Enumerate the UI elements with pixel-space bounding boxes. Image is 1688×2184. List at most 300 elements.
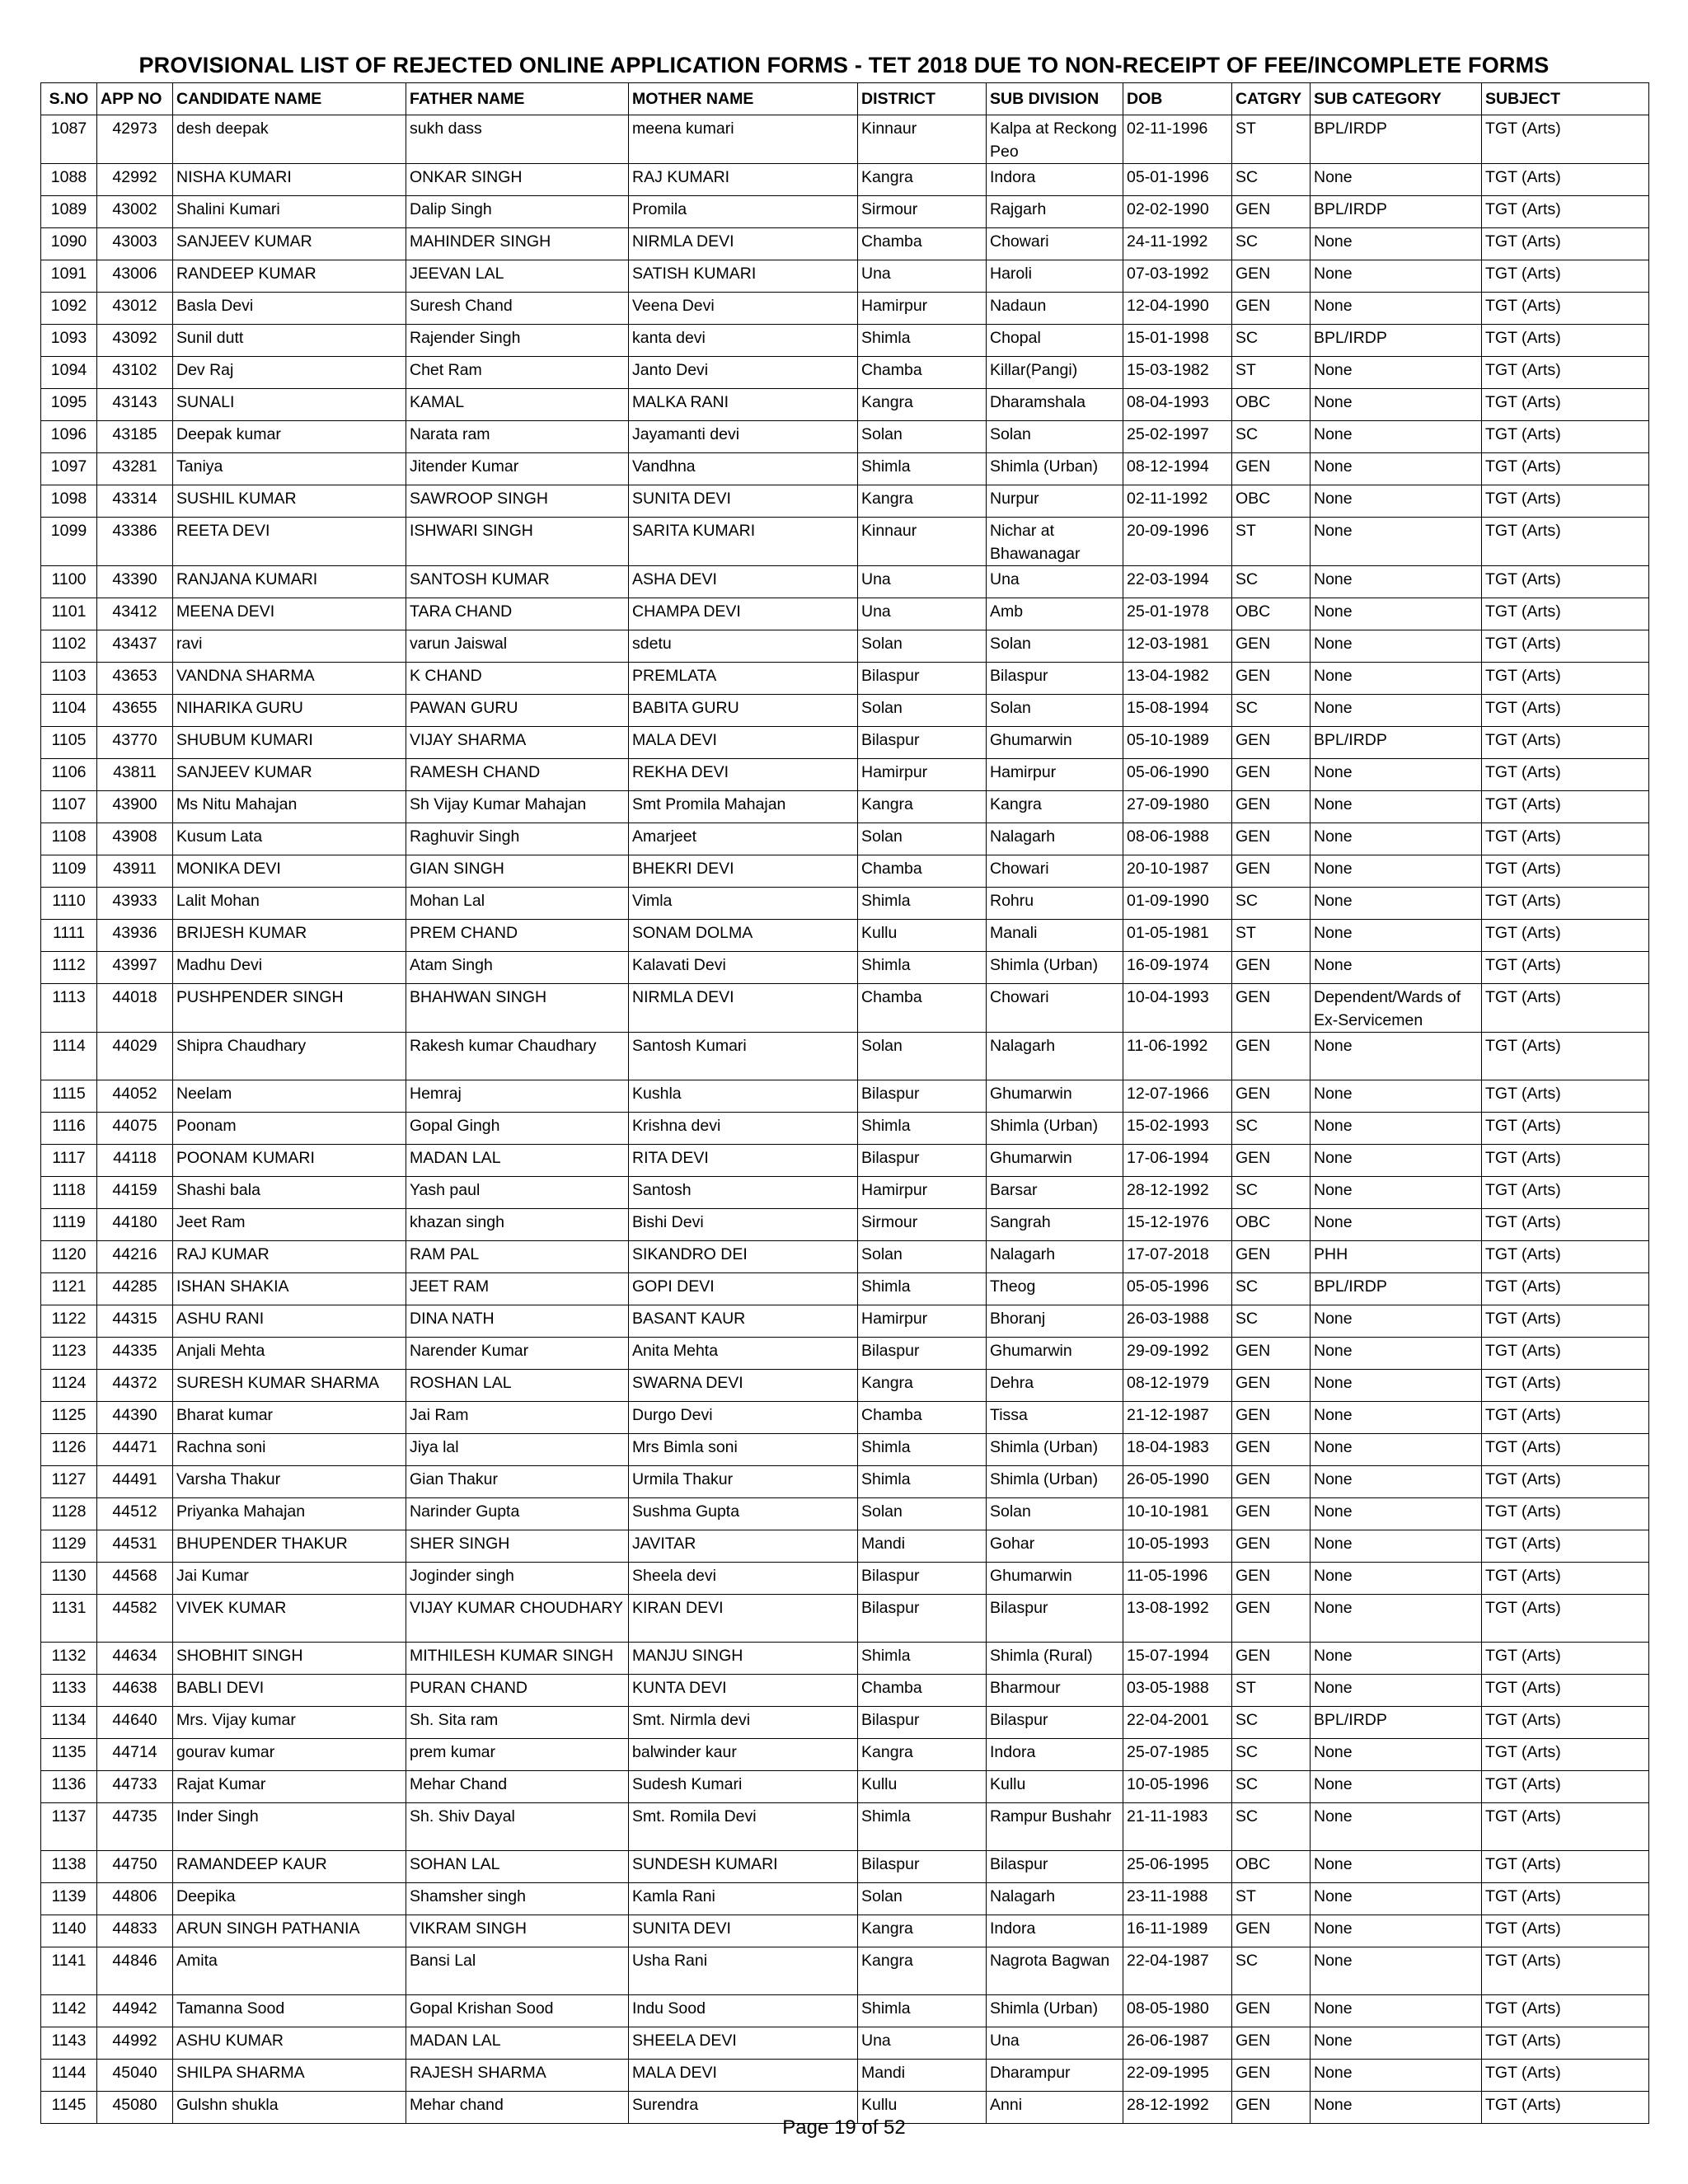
cell-mother-name: SONAM DOLMA: [629, 920, 858, 952]
cell-candidate-name: Gulshn shukla: [173, 2092, 406, 2124]
cell-sub-division: Bharmour: [987, 1675, 1123, 1707]
cell-father-name: Joginder singh: [406, 1563, 629, 1595]
cell-app-no: 43653: [97, 663, 173, 695]
cell-app-no: 44833: [97, 1915, 173, 1947]
cell-candidate-name: NISHA KUMARI: [173, 164, 406, 196]
cell-subject: TGT (Arts): [1482, 984, 1649, 1033]
cell-app-no: 45080: [97, 2092, 173, 2124]
cell-district: Kangra: [858, 389, 987, 421]
cell-mother-name: Krishna devi: [629, 1113, 858, 1145]
cell-district: Chamba: [858, 228, 987, 260]
table-row: [41, 1595, 1649, 1643]
cell-district: Solan: [858, 695, 987, 727]
cell-sub-category: None: [1311, 1915, 1482, 1947]
cell-sno: 1121: [41, 1273, 97, 1305]
cell-candidate-name: ravi: [173, 630, 406, 663]
cell-candidate-name: Ms Nitu Mahajan: [173, 791, 406, 823]
table-row: [41, 1033, 1649, 1080]
cell-mother-name: Usha Rani: [629, 1947, 858, 1995]
cell-district: Kangra: [858, 1370, 987, 1402]
cell-category: SC: [1232, 695, 1311, 727]
cell-sub-category: None: [1311, 389, 1482, 421]
cell-app-no: 43390: [97, 566, 173, 598]
cell-district: Solan: [858, 1033, 987, 1080]
cell-app-no: 44315: [97, 1305, 173, 1338]
cell-father-name: Mehar chand: [406, 2092, 629, 2124]
cell-sno: 1094: [41, 357, 97, 389]
cell-app-no: 44372: [97, 1370, 173, 1402]
cell-mother-name: RAJ KUMARI: [629, 164, 858, 196]
table-row: [41, 1080, 1649, 1113]
cell-sub-division: Bilaspur: [987, 1707, 1123, 1739]
cell-sno: 1134: [41, 1707, 97, 1739]
cell-sno: 1111: [41, 920, 97, 952]
cell-app-no: 44568: [97, 1563, 173, 1595]
cell-sub-category: PHH: [1311, 1241, 1482, 1273]
cell-dob: 02-02-1990: [1123, 196, 1232, 228]
rejected-applications-table: [40, 82, 1649, 2124]
cell-sub-division: Shimla (Urban): [987, 1995, 1123, 2027]
cell-candidate-name: SHUBUM KUMARI: [173, 727, 406, 759]
cell-sub-category: None: [1311, 453, 1482, 485]
cell-district: Bilaspur: [858, 1145, 987, 1177]
cell-app-no: 44733: [97, 1771, 173, 1803]
table-row: [41, 1851, 1649, 1883]
cell-sub-category: None: [1311, 228, 1482, 260]
cell-dob: 02-11-1992: [1123, 485, 1232, 518]
cell-father-name: Gopal Gingh: [406, 1113, 629, 1145]
table-row: [41, 888, 1649, 920]
cell-sub-category: None: [1311, 1177, 1482, 1209]
cell-mother-name: SATISH KUMARI: [629, 260, 858, 293]
cell-subject: TGT (Arts): [1482, 2060, 1649, 2092]
cell-category: GEN: [1232, 1434, 1311, 1466]
cell-sno: 1126: [41, 1434, 97, 1466]
cell-subject: TGT (Arts): [1482, 1771, 1649, 1803]
cell-category: GEN: [1232, 1402, 1311, 1434]
cell-subject: TGT (Arts): [1482, 663, 1649, 695]
cell-father-name: PAWAN GURU: [406, 695, 629, 727]
cell-category: GEN: [1232, 630, 1311, 663]
cell-sub-division: Una: [987, 566, 1123, 598]
cell-app-no: 43314: [97, 485, 173, 518]
cell-app-no: 44638: [97, 1675, 173, 1707]
cell-subject: TGT (Arts): [1482, 1338, 1649, 1370]
cell-mother-name: Janto Devi: [629, 357, 858, 389]
cell-app-no: 43006: [97, 260, 173, 293]
cell-district: Solan: [858, 421, 987, 453]
cell-app-no: 43002: [97, 196, 173, 228]
cell-mother-name: ASHA DEVI: [629, 566, 858, 598]
cell-subject: TGT (Arts): [1482, 485, 1649, 518]
cell-subject: TGT (Arts): [1482, 2092, 1649, 2124]
cell-father-name: JEEVAN LAL: [406, 260, 629, 293]
cell-candidate-name: SANJEEV KUMAR: [173, 759, 406, 791]
cell-father-name: Sh. Sita ram: [406, 1707, 629, 1739]
cell-subject: TGT (Arts): [1482, 695, 1649, 727]
cell-sub-division: Shimla (Urban): [987, 1466, 1123, 1498]
cell-app-no: 44512: [97, 1498, 173, 1530]
cell-father-name: Sh. Shiv Dayal: [406, 1803, 629, 1851]
cell-candidate-name: Madhu Devi: [173, 952, 406, 984]
cell-dob: 12-04-1990: [1123, 293, 1232, 325]
cell-district: Bilaspur: [858, 1707, 987, 1739]
cell-dob: 05-06-1990: [1123, 759, 1232, 791]
table-row: [41, 1177, 1649, 1209]
table-row: [41, 1338, 1649, 1370]
cell-subject: TGT (Arts): [1482, 1241, 1649, 1273]
cell-category: ST: [1232, 115, 1311, 164]
cell-category: GEN: [1232, 1033, 1311, 1080]
cell-father-name: Mehar Chand: [406, 1771, 629, 1803]
cell-category: GEN: [1232, 1530, 1311, 1563]
cell-app-no: 44531: [97, 1530, 173, 1563]
cell-sno: 1136: [41, 1771, 97, 1803]
cell-sno: 1133: [41, 1675, 97, 1707]
table-row: [41, 1305, 1649, 1338]
cell-father-name: PREM CHAND: [406, 920, 629, 952]
cell-app-no: 44634: [97, 1643, 173, 1675]
cell-dob: 08-04-1993: [1123, 389, 1232, 421]
cell-sno: 1143: [41, 2027, 97, 2060]
table-row: [41, 518, 1649, 566]
cell-mother-name: Indu Sood: [629, 1995, 858, 2027]
cell-dob: 25-06-1995: [1123, 1851, 1232, 1883]
column-header-mother-name: MOTHER NAME: [629, 83, 858, 115]
table-row: [41, 1370, 1649, 1402]
cell-candidate-name: Jai Kumar: [173, 1563, 406, 1595]
cell-sub-division: Bilaspur: [987, 1851, 1123, 1883]
cell-sub-category: None: [1311, 2027, 1482, 2060]
cell-dob: 01-09-1990: [1123, 888, 1232, 920]
table-row: [41, 1643, 1649, 1675]
cell-dob: 05-10-1989: [1123, 727, 1232, 759]
cell-sno: 1103: [41, 663, 97, 695]
cell-subject: TGT (Arts): [1482, 920, 1649, 952]
cell-district: Kullu: [858, 2092, 987, 2124]
cell-mother-name: Bishi Devi: [629, 1209, 858, 1241]
cell-dob: 05-05-1996: [1123, 1273, 1232, 1305]
cell-sno: 1139: [41, 1883, 97, 1915]
cell-mother-name: SUNITA DEVI: [629, 1915, 858, 1947]
cell-subject: TGT (Arts): [1482, 389, 1649, 421]
cell-dob: 15-12-1976: [1123, 1209, 1232, 1241]
cell-father-name: varun Jaiswal: [406, 630, 629, 663]
cell-category: SC: [1232, 1803, 1311, 1851]
cell-sub-category: None: [1311, 518, 1482, 566]
cell-subject: TGT (Arts): [1482, 1145, 1649, 1177]
cell-app-no: 43900: [97, 791, 173, 823]
cell-district: Bilaspur: [858, 663, 987, 695]
cell-dob: 26-03-1988: [1123, 1305, 1232, 1338]
cell-candidate-name: Sunil dutt: [173, 325, 406, 357]
cell-app-no: 44390: [97, 1402, 173, 1434]
cell-app-no: 44018: [97, 984, 173, 1033]
cell-subject: TGT (Arts): [1482, 1947, 1649, 1995]
cell-father-name: Narender Kumar: [406, 1338, 629, 1370]
cell-candidate-name: PUSHPENDER SINGH: [173, 984, 406, 1033]
cell-app-no: 44582: [97, 1595, 173, 1643]
cell-candidate-name: MEENA DEVI: [173, 598, 406, 630]
cell-father-name: Sh Vijay Kumar Mahajan: [406, 791, 629, 823]
cell-candidate-name: Taniya: [173, 453, 406, 485]
cell-father-name: prem kumar: [406, 1739, 629, 1771]
cell-sub-division: Manali: [987, 920, 1123, 952]
cell-sub-category: None: [1311, 1595, 1482, 1643]
cell-sub-category: None: [1311, 1883, 1482, 1915]
cell-dob: 05-01-1996: [1123, 164, 1232, 196]
cell-app-no: 43811: [97, 759, 173, 791]
cell-subject: TGT (Arts): [1482, 228, 1649, 260]
cell-subject: TGT (Arts): [1482, 1707, 1649, 1739]
cell-sub-category: None: [1311, 695, 1482, 727]
cell-district: Shimla: [858, 1273, 987, 1305]
cell-subject: TGT (Arts): [1482, 1530, 1649, 1563]
cell-subject: TGT (Arts): [1482, 115, 1649, 164]
cell-subject: TGT (Arts): [1482, 1209, 1649, 1241]
cell-subject: TGT (Arts): [1482, 1080, 1649, 1113]
cell-candidate-name: ISHAN SHAKIA: [173, 1273, 406, 1305]
cell-candidate-name: RAMANDEEP KAUR: [173, 1851, 406, 1883]
cell-mother-name: Kushla: [629, 1080, 858, 1113]
cell-sub-category: None: [1311, 357, 1482, 389]
cell-dob: 07-03-1992: [1123, 260, 1232, 293]
cell-sub-category: BPL/IRDP: [1311, 325, 1482, 357]
cell-subject: TGT (Arts): [1482, 325, 1649, 357]
cell-app-no: 43437: [97, 630, 173, 663]
cell-candidate-name: POONAM KUMARI: [173, 1145, 406, 1177]
cell-subject: TGT (Arts): [1482, 453, 1649, 485]
cell-sub-division: Tissa: [987, 1402, 1123, 1434]
cell-candidate-name: BABLI DEVI: [173, 1675, 406, 1707]
cell-sub-division: Solan: [987, 421, 1123, 453]
cell-category: SC: [1232, 1273, 1311, 1305]
table-row: [41, 357, 1649, 389]
cell-mother-name: Kalavati Devi: [629, 952, 858, 984]
cell-district: Bilaspur: [858, 1338, 987, 1370]
table-row: [41, 260, 1649, 293]
cell-sub-category: None: [1311, 1080, 1482, 1113]
cell-candidate-name: Basla Devi: [173, 293, 406, 325]
cell-father-name: Rajender Singh: [406, 325, 629, 357]
cell-father-name: Gopal Krishan Sood: [406, 1995, 629, 2027]
cell-district: Una: [858, 598, 987, 630]
cell-mother-name: GOPI DEVI: [629, 1273, 858, 1305]
cell-district: Bilaspur: [858, 1080, 987, 1113]
cell-subject: TGT (Arts): [1482, 1033, 1649, 1080]
cell-category: GEN: [1232, 855, 1311, 888]
cell-candidate-name: SHOBHIT SINGH: [173, 1643, 406, 1675]
cell-category: ST: [1232, 920, 1311, 952]
cell-app-no: 43102: [97, 357, 173, 389]
cell-dob: 15-03-1982: [1123, 357, 1232, 389]
cell-district: Kullu: [858, 920, 987, 952]
cell-sub-category: None: [1311, 293, 1482, 325]
cell-district: Mandi: [858, 1530, 987, 1563]
cell-candidate-name: Mrs. Vijay kumar: [173, 1707, 406, 1739]
cell-dob: 10-05-1996: [1123, 1771, 1232, 1803]
cell-district: Kangra: [858, 1739, 987, 1771]
cell-category: GEN: [1232, 759, 1311, 791]
cell-district: Chamba: [858, 357, 987, 389]
cell-dob: 18-04-1983: [1123, 1434, 1232, 1466]
cell-mother-name: MALKA RANI: [629, 389, 858, 421]
cell-district: Shimla: [858, 1995, 987, 2027]
cell-category: GEN: [1232, 1241, 1311, 1273]
cell-district: Kinnaur: [858, 115, 987, 164]
cell-mother-name: NIRMLA DEVI: [629, 228, 858, 260]
cell-sno: 1099: [41, 518, 97, 566]
cell-category: GEN: [1232, 663, 1311, 695]
table-row: [41, 727, 1649, 759]
cell-dob: 13-08-1992: [1123, 1595, 1232, 1643]
cell-sno: 1110: [41, 888, 97, 920]
cell-district: Chamba: [858, 1675, 987, 1707]
cell-dob: 23-11-1988: [1123, 1883, 1232, 1915]
cell-district: Bilaspur: [858, 1851, 987, 1883]
cell-father-name: Jitender Kumar: [406, 453, 629, 485]
cell-category: GEN: [1232, 1563, 1311, 1595]
cell-sub-category: None: [1311, 791, 1482, 823]
cell-father-name: ISHWARI SINGH: [406, 518, 629, 566]
cell-candidate-name: RAJ KUMAR: [173, 1241, 406, 1273]
table-row: [41, 1402, 1649, 1434]
cell-candidate-name: Lalit Mohan: [173, 888, 406, 920]
cell-dob: 22-04-2001: [1123, 1707, 1232, 1739]
cell-app-no: 44806: [97, 1883, 173, 1915]
cell-mother-name: SHEELA DEVI: [629, 2027, 858, 2060]
cell-category: GEN: [1232, 1370, 1311, 1402]
cell-sno: 1098: [41, 485, 97, 518]
cell-district: Shimla: [858, 1113, 987, 1145]
cell-subject: TGT (Arts): [1482, 260, 1649, 293]
cell-sub-category: BPL/IRDP: [1311, 115, 1482, 164]
cell-dob: 12-03-1981: [1123, 630, 1232, 663]
cell-subject: TGT (Arts): [1482, 1402, 1649, 1434]
cell-mother-name: BASANT KAUR: [629, 1305, 858, 1338]
table-row: [41, 855, 1649, 888]
cell-app-no: 44118: [97, 1145, 173, 1177]
cell-district: Shimla: [858, 453, 987, 485]
cell-category: SC: [1232, 1305, 1311, 1338]
cell-category: GEN: [1232, 196, 1311, 228]
cell-father-name: BHAHWAN SINGH: [406, 984, 629, 1033]
cell-category: OBC: [1232, 485, 1311, 518]
cell-app-no: 43770: [97, 727, 173, 759]
cell-subject: TGT (Arts): [1482, 1273, 1649, 1305]
cell-mother-name: MALA DEVI: [629, 2060, 858, 2092]
cell-mother-name: Sudesh Kumari: [629, 1771, 858, 1803]
cell-category: GEN: [1232, 2027, 1311, 2060]
cell-subject: TGT (Arts): [1482, 566, 1649, 598]
cell-category: GEN: [1232, 1466, 1311, 1498]
cell-app-no: 44471: [97, 1434, 173, 1466]
table-row: [41, 1530, 1649, 1563]
cell-category: SC: [1232, 228, 1311, 260]
cell-candidate-name: ASHU RANI: [173, 1305, 406, 1338]
cell-subject: TGT (Arts): [1482, 196, 1649, 228]
cell-subject: TGT (Arts): [1482, 1466, 1649, 1498]
cell-category: ST: [1232, 357, 1311, 389]
column-header-sub-division: SUB DIVISION: [987, 83, 1123, 115]
cell-sno: 1131: [41, 1595, 97, 1643]
cell-category: ST: [1232, 1883, 1311, 1915]
cell-district: Kangra: [858, 164, 987, 196]
cell-candidate-name: gourav kumar: [173, 1739, 406, 1771]
table-row: [41, 1241, 1649, 1273]
cell-category: GEN: [1232, 260, 1311, 293]
cell-candidate-name: Shashi bala: [173, 1177, 406, 1209]
cell-dob: 08-05-1980: [1123, 1995, 1232, 2027]
cell-sno: 1092: [41, 293, 97, 325]
cell-dob: 17-06-1994: [1123, 1145, 1232, 1177]
cell-subject: TGT (Arts): [1482, 1995, 1649, 2027]
cell-mother-name: SARITA KUMARI: [629, 518, 858, 566]
cell-sub-category: None: [1311, 823, 1482, 855]
cell-sub-category: None: [1311, 598, 1482, 630]
cell-sub-category: None: [1311, 2060, 1482, 2092]
cell-sub-category: None: [1311, 2092, 1482, 2124]
table-row: [41, 1466, 1649, 1498]
cell-app-no: 44180: [97, 1209, 173, 1241]
cell-sub-category: None: [1311, 759, 1482, 791]
table-row: [41, 1113, 1649, 1145]
cell-sub-division: Kullu: [987, 1771, 1123, 1803]
cell-father-name: Rakesh kumar Chaudhary: [406, 1033, 629, 1080]
cell-dob: 28-12-1992: [1123, 1177, 1232, 1209]
cell-district: Shimla: [858, 888, 987, 920]
cell-dob: 10-10-1981: [1123, 1498, 1232, 1530]
cell-sub-division: Rajgarh: [987, 196, 1123, 228]
cell-app-no: 43092: [97, 325, 173, 357]
cell-district: Mandi: [858, 2060, 987, 2092]
cell-candidate-name: Anjali Mehta: [173, 1338, 406, 1370]
cell-dob: 25-02-1997: [1123, 421, 1232, 453]
cell-sub-category: BPL/IRDP: [1311, 1707, 1482, 1739]
cell-father-name: Hemraj: [406, 1080, 629, 1113]
cell-sno: 1100: [41, 566, 97, 598]
table-row: [41, 421, 1649, 453]
cell-sno: 1114: [41, 1033, 97, 1080]
cell-candidate-name: RANJANA KUMARI: [173, 566, 406, 598]
cell-sub-division: Rohru: [987, 888, 1123, 920]
cell-category: GEN: [1232, 952, 1311, 984]
cell-father-name: MADAN LAL: [406, 1145, 629, 1177]
cell-district: Bilaspur: [858, 1563, 987, 1595]
cell-mother-name: SWARNA DEVI: [629, 1370, 858, 1402]
cell-sno: 1096: [41, 421, 97, 453]
cell-sub-division: Bilaspur: [987, 1595, 1123, 1643]
cell-district: Shimla: [858, 1466, 987, 1498]
column-header-dob: DOB: [1123, 83, 1232, 115]
cell-dob: 27-09-1980: [1123, 791, 1232, 823]
cell-dob: 28-12-1992: [1123, 2092, 1232, 2124]
cell-category: OBC: [1232, 1209, 1311, 1241]
cell-mother-name: sdetu: [629, 630, 858, 663]
cell-category: GEN: [1232, 984, 1311, 1033]
cell-category: ST: [1232, 518, 1311, 566]
cell-mother-name: Anita Mehta: [629, 1338, 858, 1370]
cell-father-name: SANTOSH KUMAR: [406, 566, 629, 598]
cell-sub-category: None: [1311, 1402, 1482, 1434]
cell-category: SC: [1232, 325, 1311, 357]
cell-candidate-name: Jeet Ram: [173, 1209, 406, 1241]
cell-category: SC: [1232, 1113, 1311, 1145]
cell-mother-name: Smt Promila Mahajan: [629, 791, 858, 823]
cell-sub-category: None: [1311, 1498, 1482, 1530]
cell-sno: 1115: [41, 1080, 97, 1113]
cell-subject: TGT (Arts): [1482, 630, 1649, 663]
